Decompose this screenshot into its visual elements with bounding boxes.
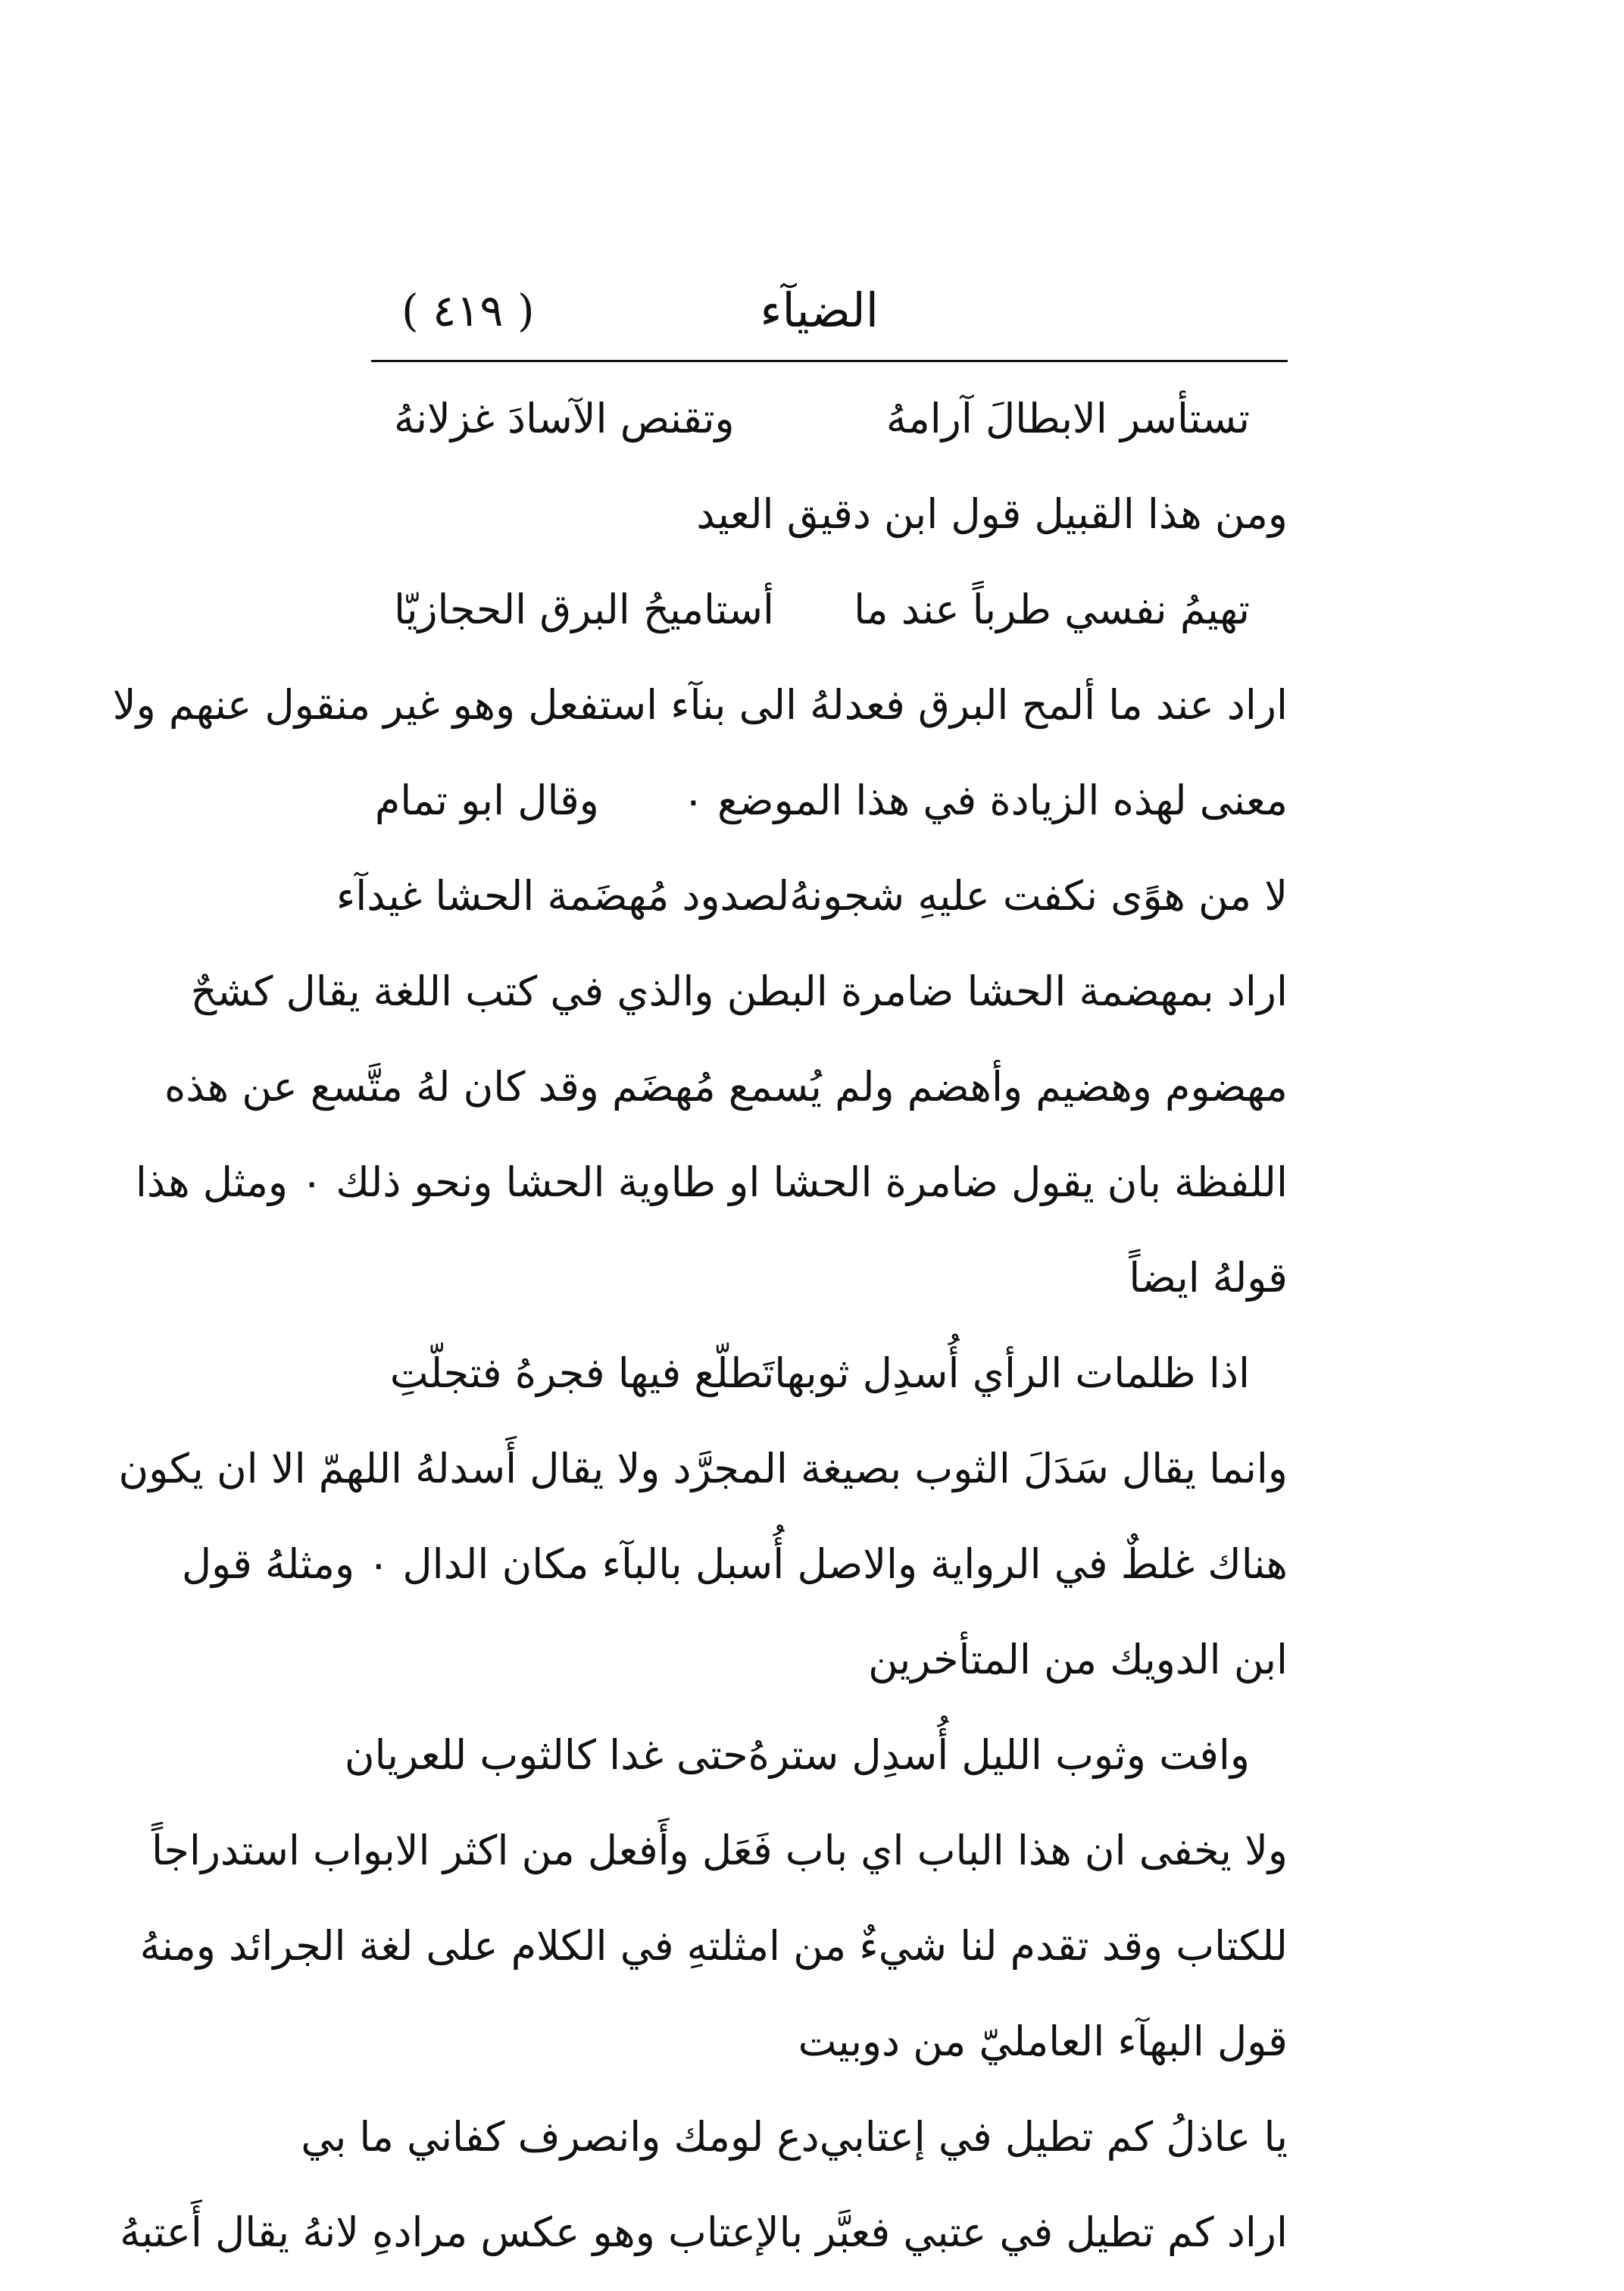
prose-line: اللفظة بان يقول ضامرة الحشا او طاوية الحشا ونحو ذلك ٠ ومثل هذا <box>135 1158 1288 1206</box>
verse-first-hemistich: اذا ظلمات الرأي أُسدِل ثوبها <box>774 1349 1250 1397</box>
verse-second-hemistich: لصدود مُهضَمة الحشا غيدآء <box>336 872 790 920</box>
prose-line: ومن هذا القبيل قول ابن دقيق العيد <box>696 490 1288 538</box>
verse-first-hemistich: لا من هوًى نكفت عليهِ شجونهُ <box>789 872 1288 920</box>
verse-line <box>301 2089 1295 2185</box>
header-rule <box>371 360 1288 362</box>
prose-line: وانما يقال سَدَلَ الثوب بصيغة المجرَّد ولا يقال أَسدلهُ اللهمّ الا ان يكون <box>118 1445 1288 1492</box>
page-number: ( ٤١٩ ) <box>401 285 535 336</box>
verse-first-hemistich: يا عاذلُ كم تطيل في إعتابي <box>819 2113 1288 2161</box>
prose-line: للكتاب وقد تقدم لنا شيءٌ من امثلتهِ في الكلام على لغة الجرائد ومنهُ <box>139 1922 1288 1970</box>
prose-segment: وقال ابو تمام <box>374 777 599 824</box>
verse-line <box>348 562 1295 658</box>
prose-line: مهضوم وهضيم وأهضم ولم يُسمع مُهضَم وقد كان لهُ متَّسع عن هذه <box>164 1063 1288 1111</box>
prose-line: هناك غلطٌ في الرواية والاصل أُسبل بالبآء مكان الدال ٠ ومثلهُ قول <box>181 1540 1288 1588</box>
verse-second-hemistich: وتقنص الآسادَ غزلانهُ <box>394 395 735 442</box>
prose-line: اراد بمهضمة الحشا ضامرة البطن والذي في كتب اللغة يقال كشحٌ <box>190 967 1288 1015</box>
verse-first-hemistich: تهيمُ نفسي طرباً عند ما <box>854 586 1250 633</box>
verse-first-hemistich: تستأسر الابطالَ آرامهُ <box>885 395 1250 442</box>
prose-line: اراد كم تطيل في عتبي فعبَّر بالإعتاب وهو عكس مرادهِ لانهُ يقال أَعتبهُ <box>120 2208 1288 2256</box>
body-text <box>112 371 1295 2280</box>
verse-second-hemistich: تَطلّع فيها فجرهُ فتجلّتِ <box>389 1349 775 1397</box>
verse-second-hemistich: حتى غدا كالثوب للعريان <box>344 1731 748 1779</box>
verse-line <box>344 1708 1295 1803</box>
verse-second-hemistich: أستاميحُ البرق الحجازيّا <box>394 586 775 633</box>
prose-line <box>348 753 1295 849</box>
verse-line <box>348 371 1295 467</box>
prose-line: ابن الدويك من المتأخرين <box>868 1636 1288 1683</box>
prose-line: اراد عند ما ألمح البرق فعدلهُ الى بنآء استفعل وهو غير منقول عنهم ولا <box>112 681 1288 729</box>
verse-line <box>348 1326 1295 1421</box>
verse-first-hemistich: وافت وثوب الليل أُسدِل سترهُ <box>748 1731 1250 1779</box>
prose-segment: معنى لهذه الزيادة في هذا الموضع ٠ <box>682 777 1288 824</box>
prose-line: قول البهآء العامليّ من دوبيت <box>798 2018 1288 2065</box>
page-header <box>371 273 1288 356</box>
prose-line: ولا يخفى ان هذا الباب اي باب فَعَل وأَفعل من اكثر الابواب استدراجاً <box>151 1827 1288 1874</box>
verse-line <box>336 849 1295 944</box>
verse-second-hemistich: دع لومك وانصرف كفاني ما بي <box>301 2113 820 2161</box>
running-title: الضيآء <box>760 283 879 338</box>
prose-line: قولهُ ايضاً <box>1129 1254 1288 1302</box>
